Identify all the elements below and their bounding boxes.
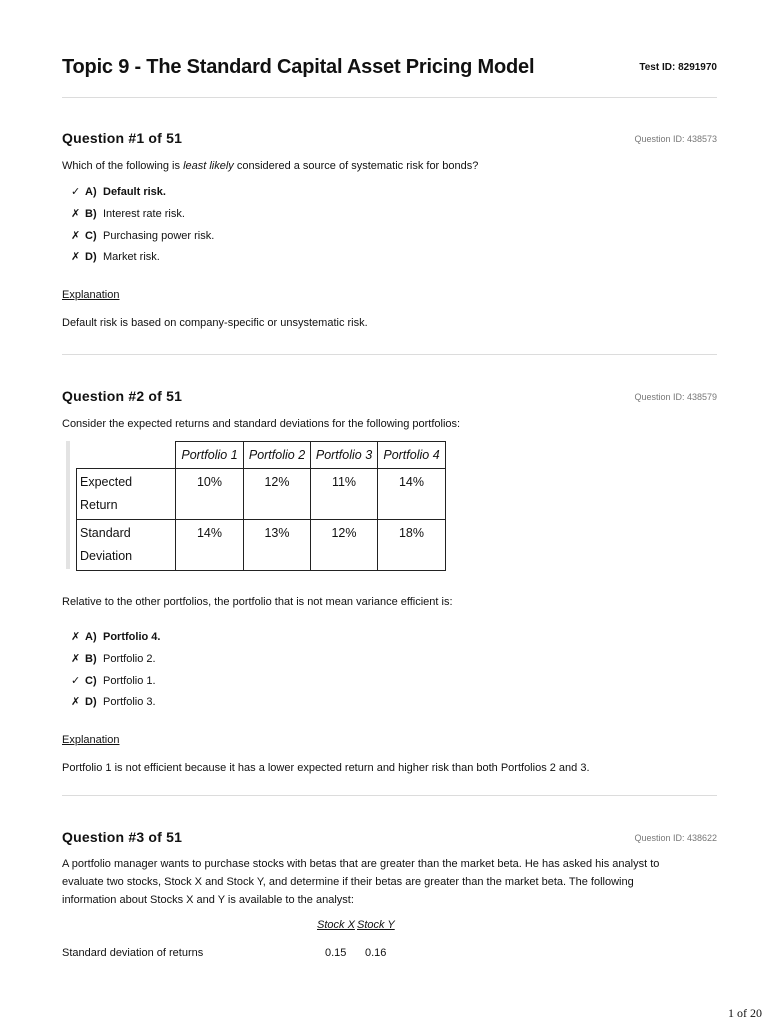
row-label: Standard deviation of returns — [62, 947, 204, 959]
table-cell: 18% — [378, 520, 446, 571]
answer-list — [62, 182, 717, 269]
question-header — [62, 388, 717, 410]
answer-option-d[interactable] — [71, 247, 717, 269]
page-title: Topic 9 - The Standard Capital Asset Pricing Model — [62, 56, 535, 78]
emphasis-text: least likely — [183, 160, 234, 172]
table-header-cell: Portfolio 3 — [311, 442, 378, 469]
page-header — [62, 0, 717, 98]
table-cell: 10% — [176, 469, 244, 520]
question-header — [62, 130, 717, 152]
portfolio-table — [76, 441, 446, 571]
table-corner-cell — [77, 442, 176, 469]
table-side-bar — [66, 441, 70, 569]
cross-icon: ✗ — [71, 631, 81, 643]
stock-x-value: 0.15 — [325, 947, 347, 959]
question-2 — [62, 355, 717, 796]
table-row — [77, 469, 446, 520]
table-cell: 14% — [378, 469, 446, 520]
row-label: Expected Return — [77, 469, 176, 520]
answer-letter: C) — [85, 674, 97, 687]
answer-option-d[interactable] — [71, 692, 717, 714]
answer-option-b[interactable] — [71, 649, 717, 671]
answer-option-c[interactable] — [71, 671, 717, 693]
question-text: Consider the expected returns and standard deviations for the following portfolios: — [62, 418, 461, 430]
answer-option-a[interactable] — [71, 182, 717, 204]
table-header-row — [77, 442, 446, 469]
answer-option-c[interactable] — [71, 226, 717, 248]
table-header-cell: Portfolio 4 — [378, 442, 446, 469]
question-text: Which of the following is least likely considered a source of systematic risk for bonds? — [62, 160, 479, 172]
table-cell: 12% — [244, 469, 311, 520]
page-number: 1 of 20 — [728, 1006, 762, 1020]
test-id: Test ID: 8291970 — [639, 62, 717, 73]
question-title: Question #3 of 51 — [62, 829, 183, 845]
answer-text: Interest rate risk. — [103, 207, 185, 220]
check-icon: ✓ — [71, 186, 81, 198]
answer-text: Portfolio 3. — [103, 696, 156, 709]
table-header-cell: Portfolio 2 — [244, 442, 311, 469]
question-3 — [62, 796, 717, 979]
answer-letter: D) — [85, 696, 97, 709]
answer-text: Portfolio 2. — [103, 652, 156, 665]
answer-letter: B) — [85, 652, 97, 665]
question-prompt: Relative to the other portfolios, the portfolio that is not mean variance efficient is: — [62, 596, 453, 608]
cross-icon: ✗ — [71, 696, 81, 709]
answer-option-b[interactable] — [71, 204, 717, 226]
table-row — [77, 520, 446, 571]
answer-letter: D) — [85, 251, 97, 264]
question-header — [62, 829, 717, 851]
question-id: Question ID: 438622 — [634, 833, 717, 843]
document-page — [62, 0, 717, 979]
stock-table — [62, 919, 717, 979]
question-id: Question ID: 438573 — [634, 134, 717, 144]
explanation-link[interactable]: Explanation — [62, 289, 120, 302]
question-title: Question #1 of 51 — [62, 130, 183, 146]
column-header-stock-y: Stock Y — [357, 919, 395, 931]
answer-list — [62, 627, 717, 714]
question-id: Question ID: 438579 — [634, 392, 717, 402]
answer-text: Market risk. — [103, 251, 160, 264]
cross-icon: ✗ — [71, 207, 81, 220]
cross-icon: ✗ — [71, 652, 81, 665]
table-cell: 14% — [176, 520, 244, 571]
table-cell: 12% — [311, 520, 378, 571]
explanation-link[interactable]: Explanation — [62, 734, 120, 747]
answer-letter: A) — [85, 631, 97, 643]
answer-option-a[interactable] — [71, 627, 717, 649]
question-1 — [62, 98, 717, 355]
answer-letter: B) — [85, 207, 97, 220]
answer-letter: C) — [85, 229, 97, 242]
answer-text: Portfolio 1. — [103, 674, 156, 687]
explanation-text: Portfolio 1 is not efficient because it has a lower expected return and higher risk than both Portfolios 2 and 3. — [62, 762, 590, 775]
portfolio-table-wrapper — [66, 441, 717, 571]
answer-text: Default risk. — [103, 186, 166, 198]
cross-icon: ✗ — [71, 251, 81, 264]
question-text: A portfolio manager wants to purchase stocks with betas that are greater than the market beta. He has asked his analyst to evaluate two stocks, Stock X and Stock Y, and determine if their betas are greater than the market beta. The following information about Stocks X and Y is available to the analyst: — [62, 858, 660, 906]
stock-y-value: 0.16 — [365, 947, 387, 959]
answer-letter: A) — [85, 186, 97, 198]
question-title: Question #2 of 51 — [62, 388, 183, 404]
row-label: Standard Deviation — [77, 520, 176, 571]
check-icon: ✓ — [71, 674, 81, 687]
explanation-text: Default risk is based on company-specific or unsystematic risk. — [62, 317, 368, 330]
table-cell: 13% — [244, 520, 311, 571]
cross-icon: ✗ — [71, 229, 81, 242]
column-header-stock-x: Stock X — [317, 919, 355, 931]
answer-text: Purchasing power risk. — [103, 229, 215, 242]
answer-text: Portfolio 4. — [103, 631, 161, 643]
table-header-cell: Portfolio 1 — [176, 442, 244, 469]
table-cell: 11% — [311, 469, 378, 520]
